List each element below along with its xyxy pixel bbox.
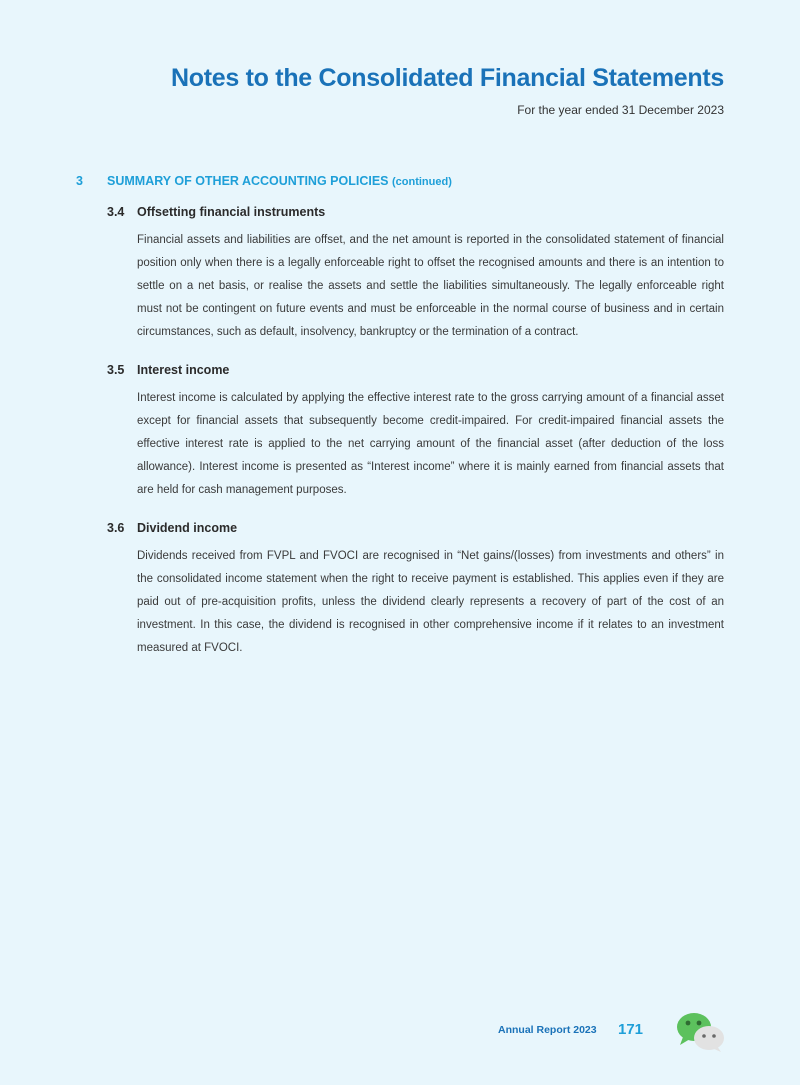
subsection-offsetting [107, 205, 724, 344]
page-subtitle: For the year ended 31 December 2023 [517, 103, 724, 117]
subsection-interest-income [107, 363, 724, 502]
wechat-logo-icon [674, 1010, 726, 1052]
subsection-number: 3.5 [107, 363, 125, 377]
section-heading [76, 174, 452, 188]
page-number: 171 [618, 1021, 644, 1038]
section-continued: (continued) [391, 176, 452, 188]
subsection-number: 3.4 [107, 205, 125, 219]
subsection-title: Offsetting financial instruments [137, 205, 326, 219]
page-title: Notes to the Consolidated Financial Statements [171, 64, 724, 92]
subsection-heading [107, 521, 724, 535]
subsection-number: 3.6 [107, 521, 125, 535]
subsection-body: Interest income is calculated by applying the effective interest rate to the gross carrying amount of a financial asset except for financial assets that subsequently become credit-impaired. For credit-impaired financial assets the effective interest rate is applied to the net carrying amount of the financial asset (after deduction of the loss allowance). Interest income is presented as “Interest income” where it is mainly earned from financial assets that are held for cash management purposes. [137, 392, 724, 496]
subsection-title: Interest income [137, 363, 230, 377]
subsection-heading [107, 205, 724, 219]
section-title: SUMMARY OF OTHER ACCOUNTING POLICIES [107, 174, 389, 188]
subsection-dividend-income [107, 521, 724, 660]
section-number: 3 [76, 174, 83, 188]
footer-report-label: Annual Report 2023 [498, 1024, 597, 1036]
subsection-body: Dividends received from FVPL and FVOCI are recognised in “Net gains/(losses) from investments and others” in the consolidated income statement when the right to receive payment is established. This applies even if they are paid out of pre-acquisition profits, unless the dividend clearly represents a recovery of part of the cost of an investment. In this case, the dividend is recognised in other comprehensive income if it relates to an investment measured at FVOCI. [137, 550, 724, 654]
subsection-title: Dividend income [137, 521, 238, 535]
subsection-body: Financial assets and liabilities are offset, and the net amount is reported in the consolidated statement of financial position only when there is a legally enforceable right to offset the recognised amounts and there is an intention to settle on a net basis, or realise the assets and settle the liabilities simultaneously. The legally enforceable right must not be contingent on future events and must be enforceable in the normal course of business and in certain circumstances, such as default, insolvency, bankruptcy or the termination of a contract. [137, 234, 724, 338]
subsection-heading [107, 363, 724, 377]
